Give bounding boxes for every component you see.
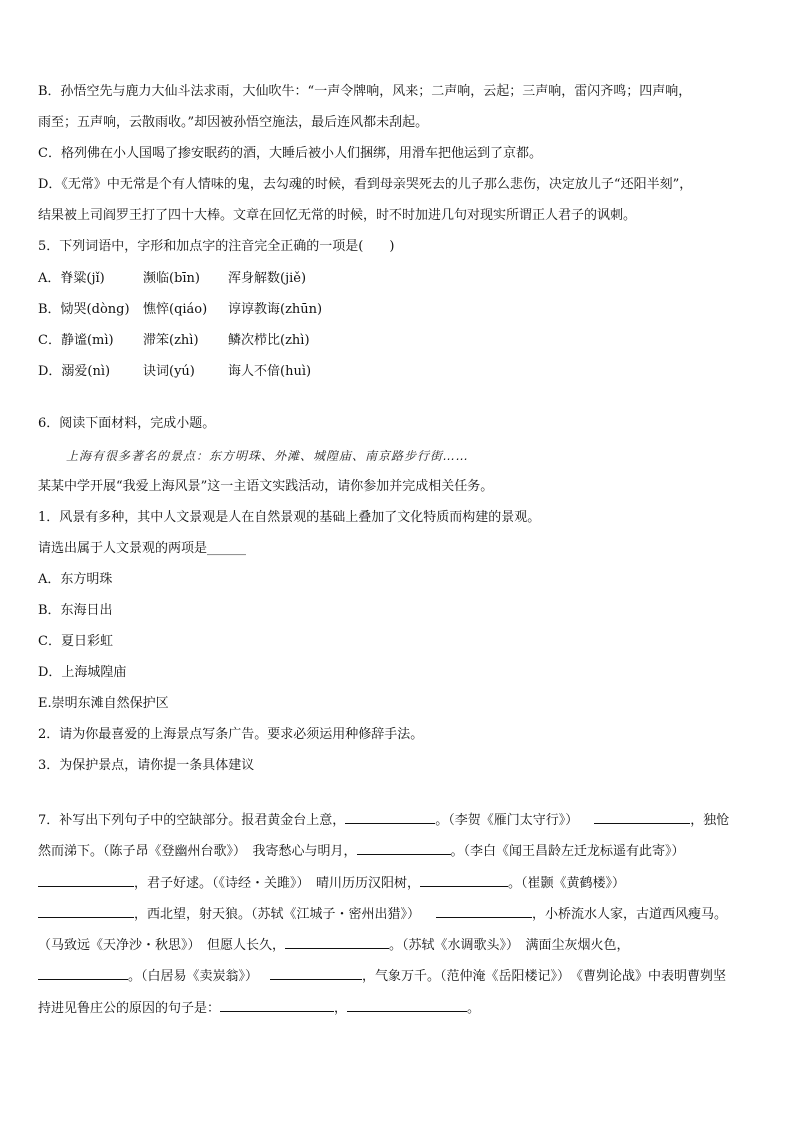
q7-blank-6[interactable] bbox=[38, 904, 134, 918]
q7-blank-2[interactable] bbox=[594, 810, 690, 824]
q5-c-word3: 鳞次栉比(zhì) bbox=[228, 333, 310, 348]
q6-choice-b: B．东海日出 bbox=[38, 603, 113, 618]
q7-l1-text-b: 。（李贺《雁门太守行》） bbox=[435, 813, 579, 828]
q5-b-word1: B．恸哭(dòng) bbox=[38, 302, 130, 317]
q7-l1-text-c: ，独怆 bbox=[690, 813, 730, 828]
q4-option-b-line2: 雨至；五声响，云散雨收。”却因被孙悟空施法，最后连风都未刮起。 bbox=[38, 115, 429, 130]
q7-blank-4[interactable] bbox=[38, 873, 134, 887]
q7-l5-text-b: 。（苏轼《水调歌头》） 满面尘灰烟火色， bbox=[389, 938, 630, 953]
q5-b-word2: 憔悴(qiáo) bbox=[143, 302, 208, 317]
q7-blank-1[interactable] bbox=[345, 810, 435, 824]
q6-sub1-prompt: 请选出属于人文景观的两项是______ bbox=[38, 541, 247, 556]
q7-line3 bbox=[38, 873, 625, 893]
q5-d-word1: D．溺爱(nì) bbox=[38, 364, 111, 379]
q5-a-word1: A．脊粱(jǐ) bbox=[38, 271, 105, 286]
q7-l5-text-a: （马致远《天净沙・秋思》） 但愿人长久， bbox=[38, 938, 286, 953]
q7-l4-text-b: ，小桥流水人家，古道西风瘦马。 bbox=[532, 907, 728, 922]
q5-c-word1: C．静谧(mì) bbox=[38, 333, 114, 348]
q6-sub2: 2．请为你最喜爱的上海景点写条广告。要求必须运用种修辞手法。 bbox=[38, 727, 424, 742]
q7-blank-8[interactable] bbox=[285, 935, 389, 949]
q6-choice-d: D．上海城隍庙 bbox=[38, 665, 127, 680]
q7-line6 bbox=[38, 966, 726, 986]
q7-blank-10[interactable] bbox=[270, 966, 362, 980]
q7-l7-text-b: ， bbox=[334, 1001, 348, 1016]
q7-line1 bbox=[38, 810, 729, 830]
q7-l6-text-a: 。（白居易《卖炭翁》） bbox=[128, 969, 259, 984]
q4-option-d-line2: 结果被上司阎罗王打了四十大棒。文章在回忆无常的时候，时不时加进几句对现实所谓正人君子的讽刺。 bbox=[38, 208, 637, 223]
q7-line2 bbox=[38, 841, 685, 861]
q7-blank-7[interactable] bbox=[436, 904, 532, 918]
q5-option-c bbox=[38, 332, 310, 350]
q6-choice-e: E.崇明东滩自然保护区 bbox=[38, 696, 169, 711]
q5-option-a bbox=[38, 270, 306, 288]
q7-line5 bbox=[38, 935, 630, 955]
q7-l2-text-a: 然而涕下。（陈子昂《登幽州台歌》） 我寄愁心与明月， bbox=[38, 844, 357, 859]
q7-l6-text-b: ，气象万千。（范仲淹《岳阳楼记》） 《曹刿论战》中表明曹刿坚 bbox=[362, 969, 727, 984]
q5-stem: 5．下列词语中，字形和加点字的注音完全正确的一项是( ) bbox=[38, 239, 395, 254]
q7-l4-text-a: ，西北望，射天狼。（苏轼《江城子・密州出猎》） bbox=[134, 907, 421, 922]
q7-l7-text-a: 持进见鲁庄公的原因的句子是： bbox=[38, 1001, 221, 1016]
q7-l3-text-b: 。（崔颢《黄鹤楼》） bbox=[508, 876, 626, 891]
q4-option-c: C．格列佛在小人国喝了掺安眠药的酒，大睡后被小人们捆绑，用滑车把他运到了京都。 bbox=[38, 146, 542, 161]
q5-option-d bbox=[38, 363, 311, 381]
q4-option-b-line1: B．孙悟空先与鹿力大仙斗法求雨，大仙吹牛：“一声令牌响，风来；二声响，云起；三声响，雷闪齐鸣；四声响， bbox=[38, 84, 692, 99]
q7-blank-3[interactable] bbox=[357, 841, 451, 855]
q7-blank-12[interactable] bbox=[347, 998, 467, 1012]
q7-blank-5[interactable] bbox=[420, 873, 508, 887]
q5-a-word2: 濒临(bīn) bbox=[143, 271, 200, 286]
q7-line4 bbox=[38, 904, 727, 924]
q5-c-word2: 滞笨(zhì) bbox=[143, 333, 199, 348]
q7-line7 bbox=[38, 998, 480, 1018]
q7-blank-9[interactable] bbox=[38, 966, 128, 980]
q7-l2-text-b: 。（李白《闻王昌龄左迁龙标遥有此寄》） bbox=[450, 844, 685, 859]
q6-sub1: 1．风景有多种，其中人文景观是人在自然景观的基础上叠加了文化特质而构建的景观。 bbox=[38, 510, 541, 525]
q5-option-b bbox=[38, 301, 322, 319]
q4-option-d-line1: D．《无常》中无常是个有人情味的鬼，去勾魂的时候，看到母亲哭死去的儿子那么悲伤，决定放儿子“还阳半刻”， bbox=[38, 177, 693, 192]
q7-blank-11[interactable] bbox=[220, 998, 334, 1012]
q6-choice-c: C．夏日彩虹 bbox=[38, 634, 113, 649]
q6-choice-a: A．东方明珠 bbox=[38, 572, 113, 587]
q5-b-word3: 谆谆教诲(zhūn) bbox=[228, 302, 323, 317]
q7-l7-text-c: 。 bbox=[467, 1001, 481, 1016]
q7-l3-text-a: ，君子好逑。（《诗经・关雎》） 晴川历历汉阳树， bbox=[134, 876, 421, 891]
q6-stem: 6．阅读下面材料，完成小题。 bbox=[38, 416, 216, 431]
q5-d-word2: 诀词(yú) bbox=[143, 364, 195, 379]
q6-intro: 某某中学开展“我爱上海风景”这一主语文实践活动，请你参加并完成相关任务。 bbox=[38, 479, 494, 494]
q5-a-word3: 浑身解数(jiě) bbox=[228, 271, 307, 286]
q5-d-word3: 诲人不偣(huì) bbox=[228, 364, 312, 379]
q6-sub3: 3．为保护景点，请你提一条具体建议 bbox=[38, 758, 255, 773]
q6-material: 上海有很多著名的景点：东方明珠、外滩、城隍庙、南京路步行街…… bbox=[66, 449, 470, 463]
q7-l1-text-a: 7．补写出下列句子中的空缺部分。报君黄金台上意， bbox=[38, 813, 346, 828]
